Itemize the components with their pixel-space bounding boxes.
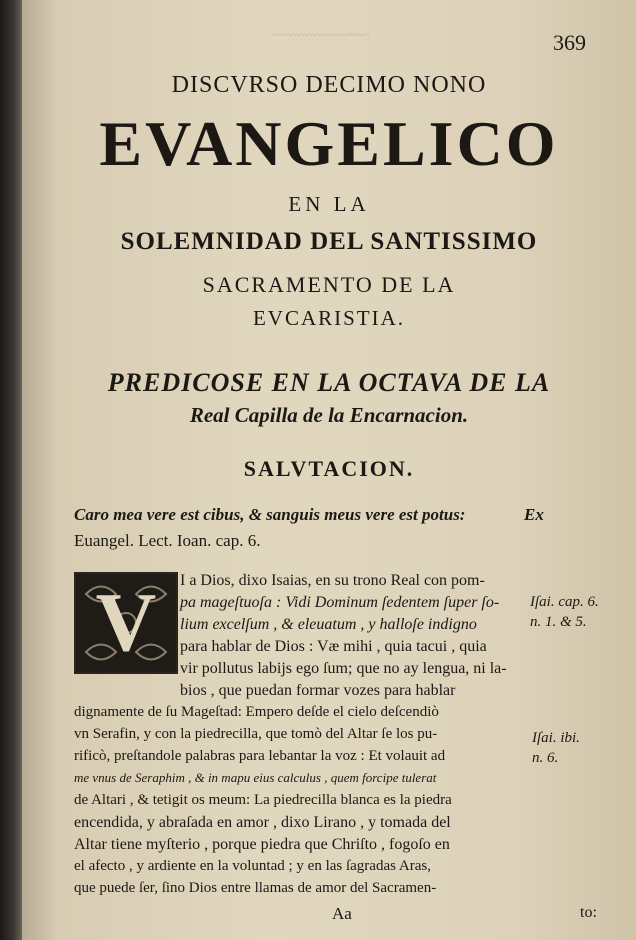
body-line-4: para hablar de Dios : Væ mihi , quia tacui , quia: [180, 638, 487, 655]
title-sacramento: SACRAMENTO DE LA: [202, 272, 456, 297]
printer-signature: Aa: [332, 904, 352, 923]
body-line-6: bios , que puedan formar vozes para hablar: [180, 682, 456, 699]
margin-note-n6: n. 6.: [532, 750, 559, 766]
subtitle-real-capilla: Real Capilla de la Encarnacion.: [189, 403, 469, 427]
body-line-9: rificò, preſtandole palabras para lebantar la voz : Et volauit ad: [74, 748, 446, 764]
show-through: ~~~~~~~~~~~~: [272, 28, 370, 44]
margin-note-n1: n. 1. & 5.: [530, 614, 587, 630]
body-line-1: I a Dios, dixo Isaias, en su trono Real con pom-: [180, 572, 485, 589]
title-solemnidad: SOLEMNIDAD DEL SANTISSIMO: [120, 228, 538, 255]
verse-text: Caro mea vere est cibus, & sanguis meus vere est potus:: [74, 505, 466, 524]
body-line-12: encendida, y abraſada en amor , dixo Lirano , y tomada del: [74, 814, 451, 831]
body-line-8: vn Serafin, y con la piedrecilla, que tomò del Altar ſe los pu-: [74, 726, 438, 742]
body-line-10: me vnus de Seraphim , & in mapu eius calculus , quem forcipe tulerat: [74, 770, 437, 785]
verse-line-2: Euangel. Lect. Ioan. cap. 6.: [74, 531, 261, 550]
body-line-13: Altar tiene myſterio , porque piedra que Chriſto , fogoſo en: [74, 836, 450, 853]
book-binding: [0, 0, 22, 940]
body-line-2: pa mageſtuoſa : Vidi Dominum ſedentem ſuper ſo-: [180, 594, 500, 611]
title-evangelico: EVANGELICO: [99, 108, 559, 179]
title-eucaristia: EVCARISTIA.: [252, 306, 406, 330]
dropcap-ornament: [74, 572, 178, 674]
catchword: to:: [580, 904, 597, 921]
margin-note-isai-cap: Iſai. cap. 6.: [530, 594, 599, 610]
verse-ex: Ex: [524, 505, 544, 524]
title-discurso: DISCVRSO DECIMO NONO: [171, 72, 487, 98]
page-number: 369: [553, 30, 586, 55]
margin-note-isai-ibi: Iſai. ibi.: [532, 730, 580, 746]
body-line-5: vir pollutus labijs ego ſum; que no ay lengua, ni la-: [180, 660, 507, 677]
body-line-15: que puede ſer, ſino Dios entre llamas de amor del Sacramen-: [74, 880, 437, 896]
verse-line-1: [74, 505, 544, 525]
body-line-3: lium excelſum , & eleuatum , y halloſe indigno: [180, 616, 477, 633]
subtitle-predicose: PREDICOSE EN LA OCTAVA DE LA: [107, 368, 551, 397]
dropcap-letter: V: [95, 576, 157, 669]
book-page: [22, 0, 636, 940]
body-line-11: de Altari , & tetigit os meum: La piedrecilla blanca es la piedra: [74, 792, 452, 808]
section-heading-salutacion: SALVTACION.: [243, 456, 415, 481]
body-line-7: dignamente de ſu Mageſtad: Empero deſde el cielo deſcendiò: [74, 704, 439, 720]
title-en-la: EN LA: [288, 192, 370, 216]
body-line-14: el afecto , y ardiente en la voluntad ; y en las ſagradas Aras,: [74, 858, 431, 874]
